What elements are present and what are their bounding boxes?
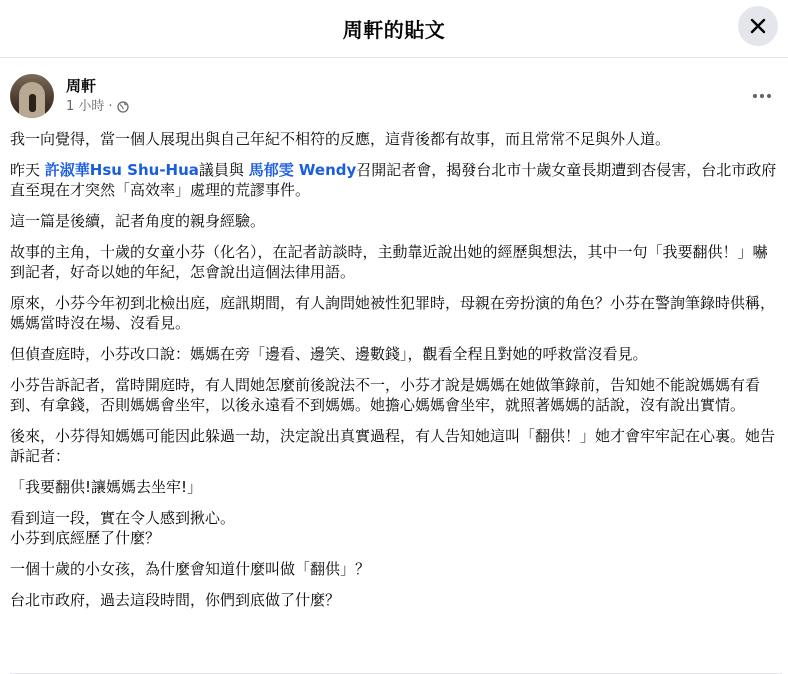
author-name[interactable]: 周軒 [66, 77, 97, 95]
post-timestamp[interactable]: 1 小時 [66, 99, 105, 114]
mention-link[interactable]: 許淑華Hsu Shu-Hua [44, 161, 199, 179]
author-block [66, 76, 129, 116]
text-span: 議員與 [198, 161, 249, 179]
text-line: 看到這一段，實在令人感到揪心。 [10, 509, 236, 527]
post-paragraph [10, 508, 782, 548]
more-options-button[interactable] [750, 84, 774, 108]
post-paragraph: 台北市政府，過去這段時間，你們到底做了什麼？ [10, 591, 341, 609]
post-paragraph: 後來，小芬得知媽媽可能因此躲過一劫，決定說出真實過程，有人告知她這叫「翻供！」她才會牢牢記在心裏。她告訴記者： [10, 427, 776, 465]
post-paragraph: 一個十歲的小女孩，為什麼會知道什麼叫做「翻供」？ [10, 560, 371, 578]
post-paragraph [10, 160, 782, 200]
post-paragraph: 但偵查庭時，小芬改口說：媽媽在旁「邊看、邊笑、邊數錢」，觀看全程且對她的呼救當沒看見。 [10, 345, 648, 363]
post-paragraph: 這一篇是後續，記者角度的親身經驗。 [10, 212, 266, 230]
meta-separator: · [108, 99, 113, 114]
post-body [10, 129, 782, 621]
text-line: 小芬到底經歷了什麼？ [10, 529, 161, 547]
dialog-title: 周軒的貼文 [342, 18, 446, 42]
text-span: 召開記者會，揭發台北市十歲女童長期遭到杏侵害，台北市政府直至現在才突然「高效率」處理的荒謬事件。 [10, 161, 777, 199]
mention-link[interactable]: 馬郁雯 Wendy [248, 161, 357, 179]
post-paragraph: 小芬告訴記者，當時開庭時，有人問她怎麼前後說法不一，小芬才說是媽媽在她做筆錄前，告知她不能說媽媽有看到、有拿錢，否則媽媽會坐牢，以後永遠看不到媽媽。她擔心媽媽會坐牢，就照著媽媽的話說，沒有說出實情。 [10, 376, 761, 414]
dialog-header [0, 0, 788, 58]
avatar[interactable] [10, 74, 54, 118]
post-paragraph: 「我要翻供!讓媽媽去坐牢!」 [10, 478, 203, 496]
post-meta [66, 98, 129, 116]
post-paragraph: 原來，小芬今年初到北檢出庭，庭訊期間，有人詢問她被性犯罪時，母親在旁扮演的角色？小芬在警詢筆錄時供稱，媽媽當時沒在場、沒看見。 [10, 294, 776, 332]
close-icon [749, 17, 767, 35]
post-paragraph: 故事的主角，十歲的女童小芬（化名），在記者訪談時，主動靠近說出她的經歷與想法，其中一句「我要翻供！」嚇到記者，好奇以她的年紀，怎會說出這個法律用語。 [10, 243, 768, 281]
text-span: 昨天 [10, 161, 45, 179]
globe-icon[interactable] [117, 101, 129, 113]
close-button[interactable] [738, 6, 778, 46]
post-header [10, 72, 129, 120]
post-paragraph: 我一向覺得，當一個人展現出與自己年紀不相符的反應，這背後都有故事，而且常常不足與外人道。 [10, 130, 671, 148]
more-horizontal-icon [752, 93, 772, 99]
